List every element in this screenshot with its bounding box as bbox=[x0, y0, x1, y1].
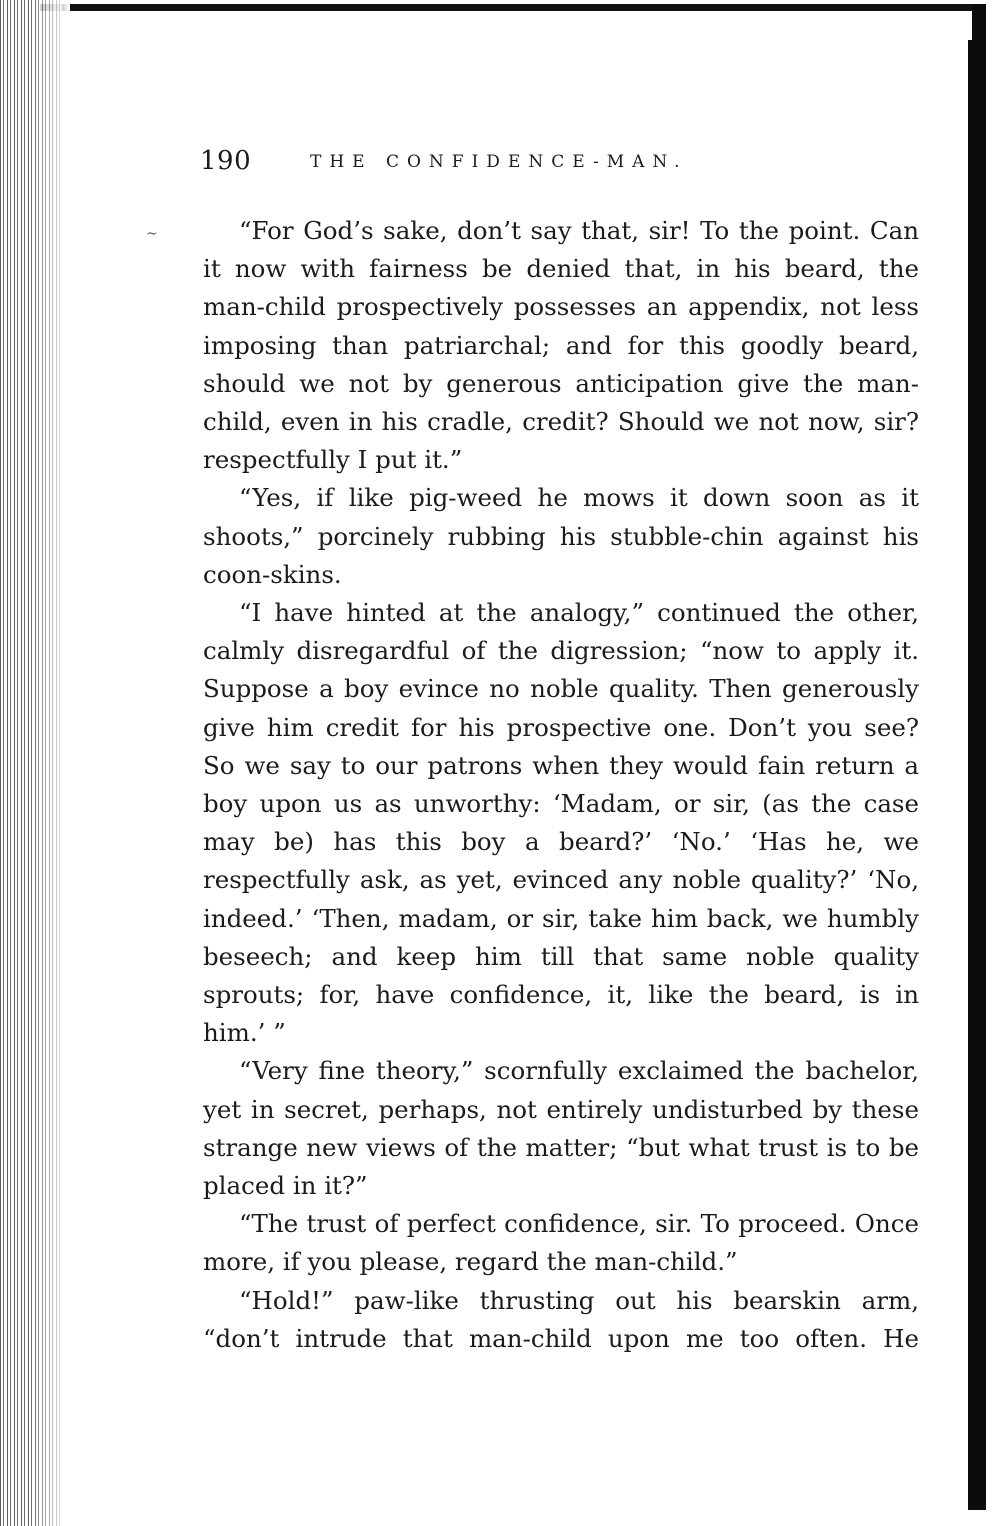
page-number: 190 bbox=[200, 146, 252, 176]
margin-mark: ~ bbox=[146, 226, 158, 242]
page-right-edge bbox=[968, 40, 986, 1510]
paragraph-1: “For God’s sake, don’t say that, sir! To the point. Can it now with fairness be denied that, in his beard, the man-child prospectively possesses an appendix, not less imposing than patriarchal; and for this goodly beard, should we not by generous anticipation give the man-child, even in his cradle, credit? Should we not now, sir? respectfully I put it.” bbox=[203, 216, 919, 475]
paragraph-6: “Hold!” paw-like thrusting out his bearskin arm, “don’t intrude that man-child upon me too often. He bbox=[203, 1285, 919, 1353]
page-header bbox=[200, 146, 920, 186]
page-right-edge-top bbox=[972, 4, 986, 44]
paragraph-3: “I have hinted at the analogy,” continued the other, calmly disregardful of the digression; “now to apply it. Suppose a boy evince no noble quality. Then generously give him credit for his prospective one. Don’t you see? So we say to our patrons when they would fain return a boy upon us as unworthy: ‘Madam, or sir, (as the case may be) has this boy a beard?’ ‘No.’ ‘Has he, we respectfully ask, as yet, evinced any noble quality?’ ‘No, indeed.’ ‘Then, madam, or sir, take him back, we humbly beseech; and keep him till that same noble quality sprouts; for, have confidence, it, like the beard, is in him.’ ” bbox=[203, 598, 919, 1048]
paragraph-4: “Very fine theory,” scornfully exclaimed the bachelor, yet in secret, perhaps, not entirely undisturbed by these strange new views of the matter; “but what trust is to be placed in it?” bbox=[203, 1056, 919, 1201]
page-top-edge bbox=[40, 4, 978, 11]
body-text bbox=[203, 212, 919, 1358]
paragraph-5: “The trust of perfect confidence, sir. To proceed. Once more, if you please, regard the man-child.” bbox=[203, 1209, 919, 1277]
paragraph-2: “Yes, if like pig-weed he mows it down soon as it shoots,” porcinely rubbing his stubble-chin against his coon-skins. bbox=[203, 483, 919, 589]
running-title: THE CONFIDENCE-MAN. bbox=[310, 152, 688, 172]
binding-shadow bbox=[30, 0, 70, 1526]
